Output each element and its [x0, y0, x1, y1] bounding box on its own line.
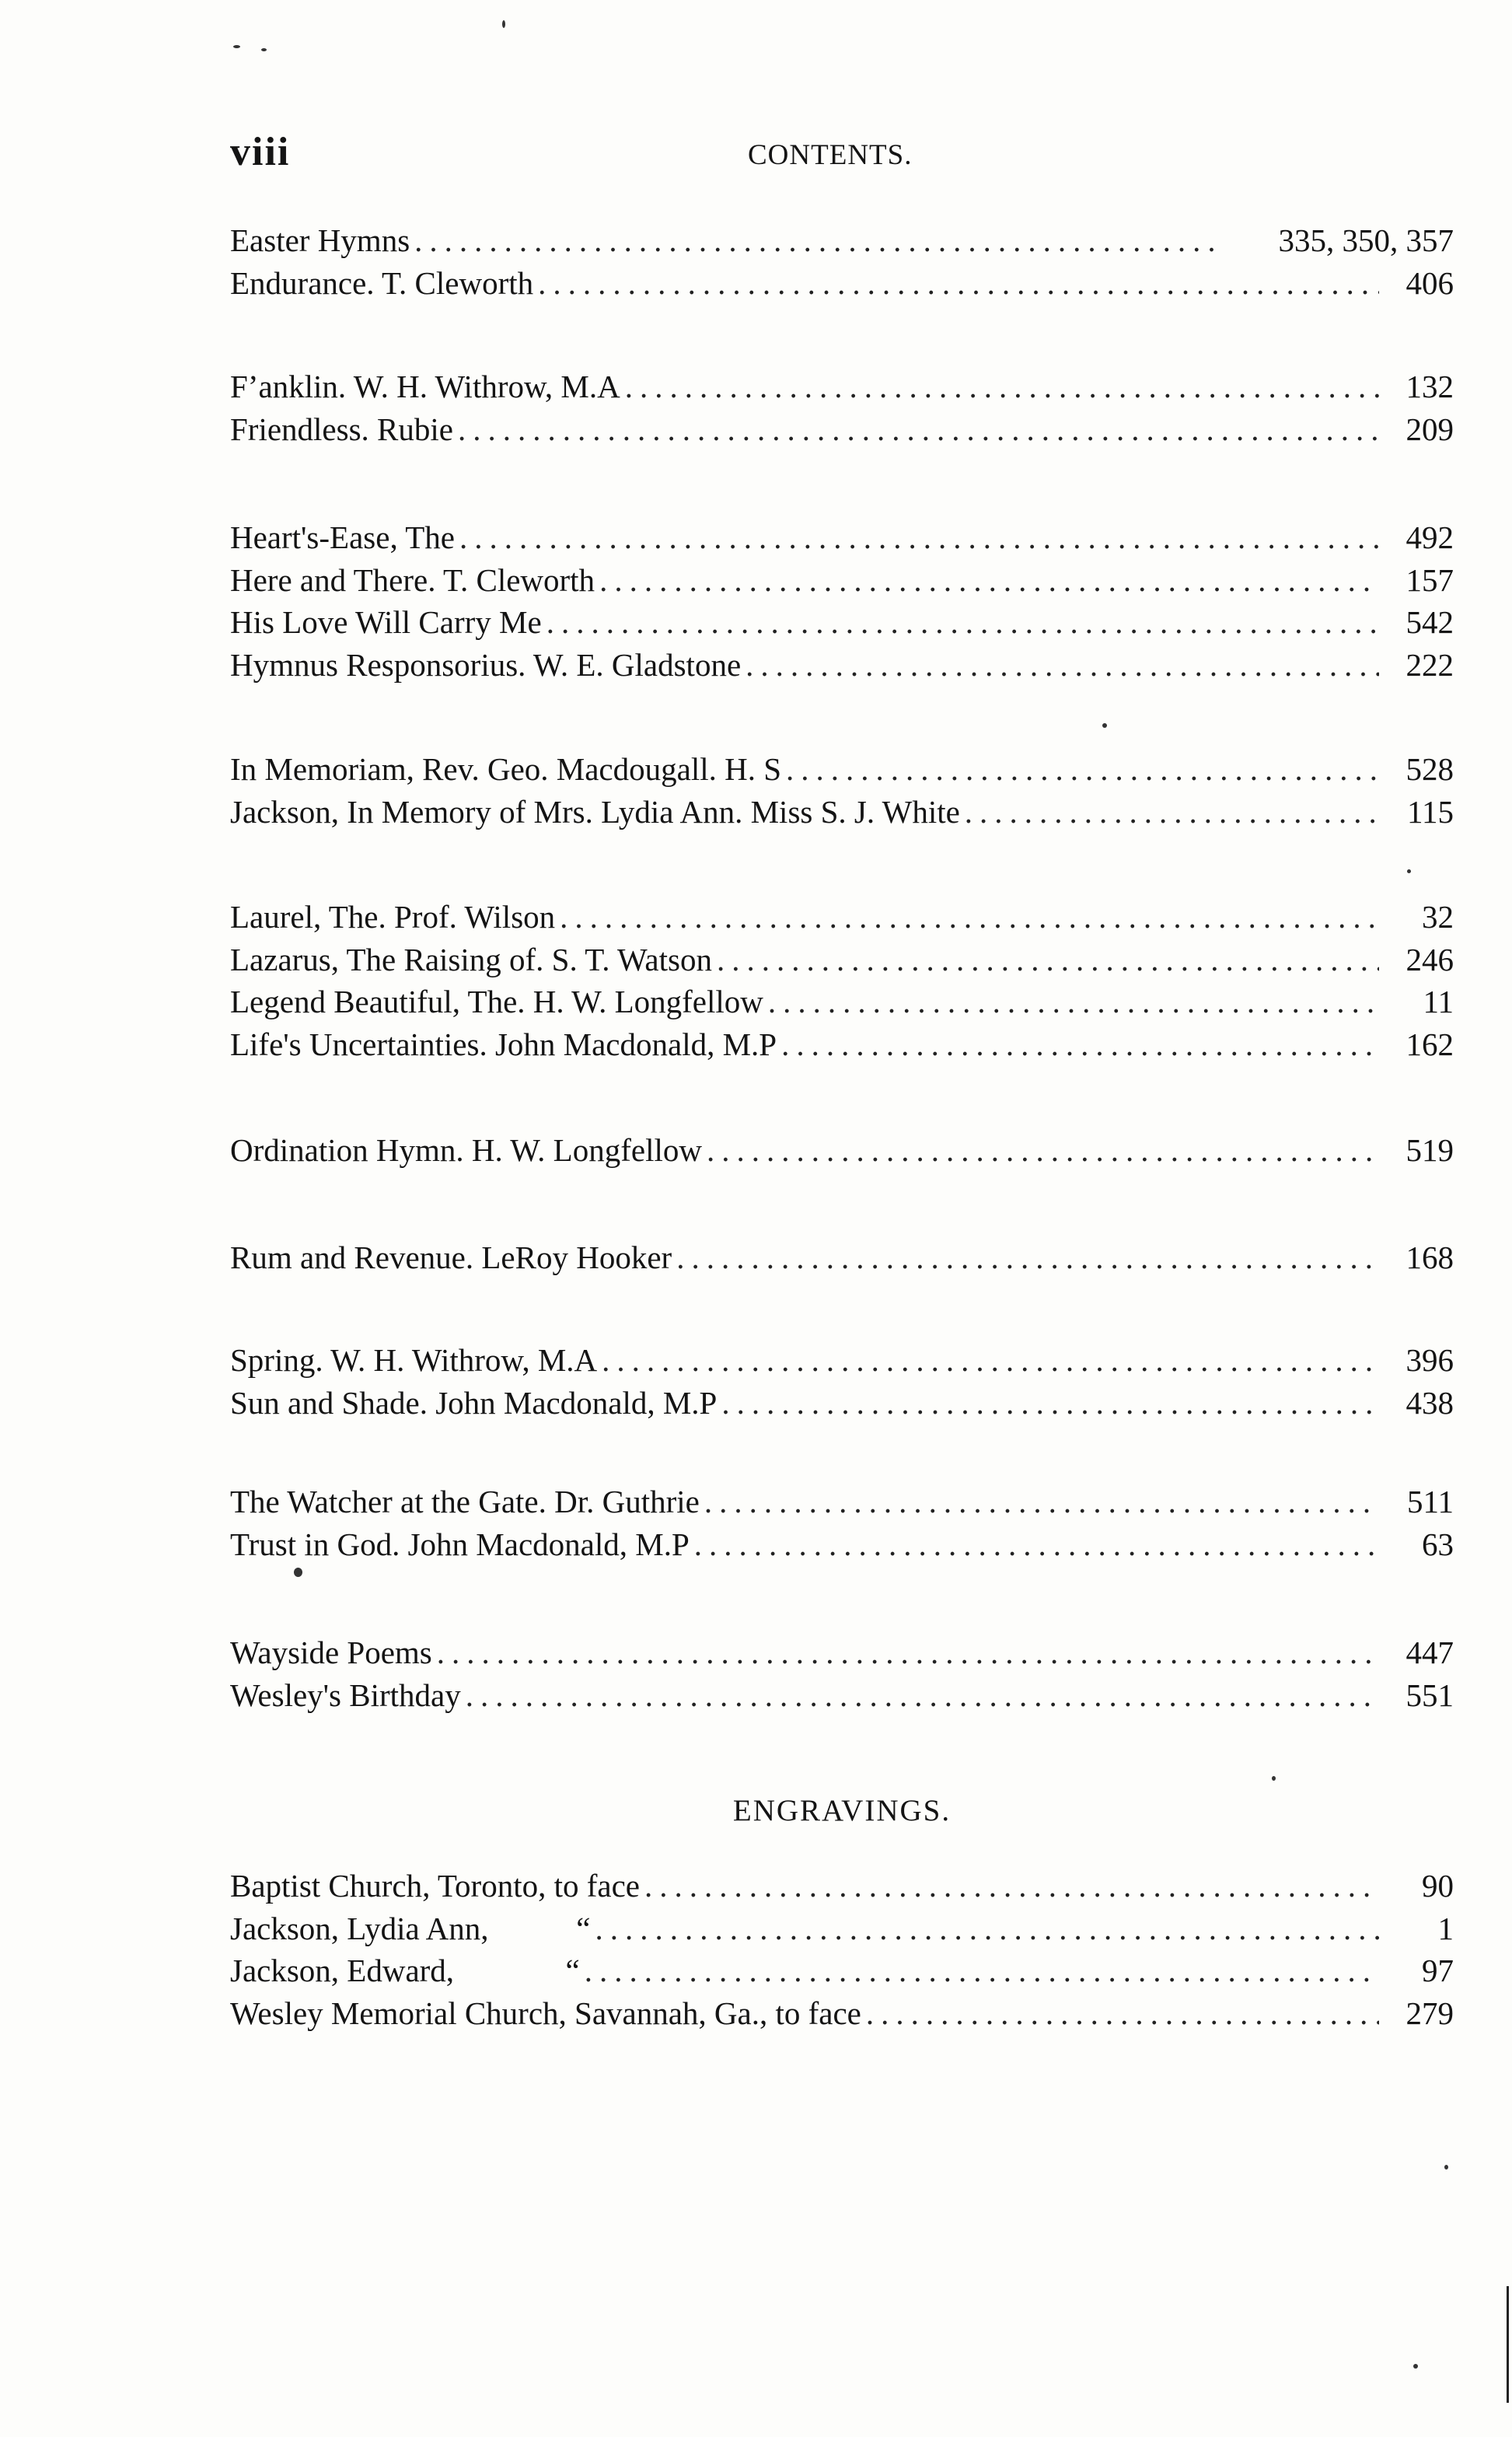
dot-leader: [599, 559, 1379, 601]
toc-group-s: [230, 1339, 1454, 1424]
dot-leader: [595, 1907, 1379, 1949]
toc-entry-page: 519: [1405, 1132, 1454, 1168]
toc-entry-title: Endurance. T. Cleworth: [230, 264, 534, 301]
toc-group-t: [230, 1481, 1454, 1565]
scan-speck: [233, 45, 240, 48]
dot-leader: [704, 1481, 1379, 1523]
toc-entry-title: Wesley's Birthday: [230, 1677, 461, 1713]
dot-leader: [866, 1992, 1379, 2034]
engraving-entry-page: 1: [1437, 1910, 1454, 1946]
toc-group-e: [230, 219, 1454, 304]
toc-entry-page: 551: [1405, 1677, 1454, 1713]
toc-entry-title: Easter Hymns: [230, 222, 410, 258]
toc-group-i-j: [230, 748, 1454, 833]
dot-leader: [746, 644, 1379, 686]
dot-leader: [437, 1631, 1379, 1673]
toc-entry-page: 168: [1405, 1239, 1454, 1275]
dot-leader: [459, 516, 1379, 558]
dot-leader: [768, 981, 1379, 1023]
toc-entry-title: Hymnus Responsorius. W. E. Gladstone: [230, 646, 742, 683]
scan-speck: [1407, 869, 1411, 873]
dot-leader: [466, 1674, 1379, 1716]
toc-entry: [230, 262, 1454, 305]
toc-entry-page: 32: [1422, 899, 1454, 935]
toc-entry: [230, 644, 1454, 687]
dot-leader: [694, 1523, 1379, 1565]
engraving-entry-page: 90: [1422, 1868, 1454, 1904]
toc-entry-title: Here and There. T. Cleworth: [230, 561, 595, 598]
scan-speck: [502, 20, 505, 28]
toc-entry: [230, 1236, 1454, 1279]
dot-leader: [717, 939, 1379, 981]
toc-entry-page: 209: [1405, 411, 1454, 447]
toc-entry-title: In Memoriam, Rev. Geo. Macdougall. H. S: [230, 751, 782, 787]
engraving-entry-page: 97: [1422, 1953, 1454, 1988]
toc-entry-page: 511: [1407, 1484, 1454, 1519]
toc-entry-title: Lazarus, The Raising of. S. T. Watson: [230, 941, 712, 977]
toc-entry: [230, 219, 1454, 262]
engraving-entry-page: 279: [1405, 1995, 1454, 2031]
toc-entry-title: Rum and Revenue. LeRoy Hooker: [230, 1239, 672, 1275]
toc-entry-title: Life's Uncertainties. John Macdonald, M.P: [230, 1026, 777, 1062]
dot-leader: [786, 748, 1379, 790]
toc-entry-page: 335, 350, 357: [1278, 222, 1454, 258]
toc-entry-page: 246: [1405, 941, 1454, 977]
toc-entry-page: 396: [1405, 1342, 1454, 1378]
dot-leader: [676, 1236, 1379, 1278]
toc-entry-page: 542: [1405, 604, 1454, 640]
scan-speck: [1413, 2364, 1418, 2369]
page-header: [230, 129, 1451, 184]
dot-leader: [644, 1865, 1379, 1907]
toc-entry-title: Spring. W. H. Withrow, M.A: [230, 1342, 598, 1378]
toc-entry: [230, 1631, 1454, 1674]
toc-group-o: [230, 1129, 1454, 1172]
toc-entry-page: 447: [1405, 1635, 1454, 1670]
toc-entry-title: The Watcher at the Gate. Dr. Guthrie: [230, 1484, 700, 1519]
dot-leader: [538, 262, 1379, 304]
toc-entry: [230, 559, 1454, 602]
toc-entry-title: Wayside Poems: [230, 1635, 432, 1670]
toc-entry: [230, 516, 1454, 559]
page-number: viii: [230, 130, 291, 174]
engraving-entry: [230, 1907, 1454, 1950]
page-edge-mark: [1507, 2286, 1509, 2403]
engraving-entry-title: Wesley Memorial Church, Savannah, Ga., to face: [230, 1995, 861, 2031]
toc-entry-page: 492: [1405, 519, 1454, 555]
toc-entry-title: Trust in God. John Macdonald, M.P: [230, 1526, 690, 1562]
toc-entry-page: 222: [1405, 646, 1454, 683]
engraving-entry-title: Jackson, Lydia Ann, “: [230, 1910, 591, 1946]
engravings-list: [230, 1865, 1454, 2034]
dot-leader: [546, 601, 1379, 643]
toc-group-l: [230, 896, 1454, 1065]
toc-entry-title: Jackson, In Memory of Mrs. Lydia Ann. Miss S. J. White: [230, 793, 960, 830]
engraving-entry: [230, 1992, 1454, 2035]
toc-entry-page: 438: [1405, 1384, 1454, 1421]
dot-leader: [781, 1023, 1379, 1065]
scan-speck: [294, 1568, 302, 1577]
dot-leader: [965, 791, 1379, 833]
toc-entry: [230, 1481, 1454, 1523]
toc-entry-title: Heart's-Ease, The: [230, 519, 455, 555]
dot-leader: [602, 1339, 1379, 1381]
dot-leader: [414, 219, 1216, 261]
toc-entry: [230, 981, 1454, 1023]
toc-entry: [230, 1129, 1454, 1172]
toc-entry-title: Laurel, The. Prof. Wilson: [230, 899, 556, 935]
toc-entry: [230, 1674, 1454, 1717]
dot-leader: [585, 1949, 1379, 1991]
toc-entry-title: Sun and Shade. John Macdonald, M.P: [230, 1384, 718, 1421]
toc-entry: [230, 408, 1454, 451]
dot-leader: [625, 365, 1379, 407]
toc-entry: [230, 601, 1454, 644]
toc-entry-page: 132: [1405, 369, 1454, 404]
scan-speck: [261, 48, 267, 51]
toc-entry: [230, 365, 1454, 408]
toc-entry: [230, 1023, 1454, 1066]
toc-entry-page: 528: [1405, 751, 1454, 787]
toc-entry-page: 63: [1422, 1526, 1454, 1562]
toc-group-h: [230, 516, 1454, 686]
toc-entry: [230, 791, 1454, 834]
toc-group-w: [230, 1631, 1454, 1716]
toc-entry-page: 162: [1405, 1026, 1454, 1062]
toc-entry-page: 115: [1407, 793, 1454, 830]
engraving-entry-title: Jackson, Edward, “: [230, 1953, 580, 1988]
toc-entry: [230, 939, 1454, 981]
scan-speck: [1444, 2165, 1448, 2170]
toc-entry-title: Ordination Hymn. H. W. Longfellow: [230, 1132, 702, 1168]
engraving-entry: [230, 1865, 1454, 1907]
toc-entry: [230, 1339, 1454, 1382]
engravings-heading: ENGRAVINGS.: [732, 1794, 952, 1827]
running-head: CONTENTS.: [748, 139, 913, 171]
dot-leader: [560, 896, 1379, 938]
toc-entry: [230, 1523, 1454, 1566]
dot-leader: [721, 1382, 1379, 1424]
toc-entry-title: Friendless. Rubie: [230, 411, 453, 447]
dot-leader: [707, 1129, 1379, 1171]
toc-entry-page: 406: [1405, 264, 1454, 301]
engraving-entry-title: Baptist Church, Toronto, to face: [230, 1868, 640, 1904]
toc-entry-page: 157: [1405, 561, 1454, 598]
toc-entry-title: Fʼanklin. W. H. Withrow, M.A: [230, 369, 620, 404]
toc-group-f: [230, 365, 1454, 450]
toc-entry-page: 11: [1423, 984, 1454, 1019]
engraving-entry: [230, 1949, 1454, 1992]
dot-leader: [458, 408, 1379, 450]
toc-entry: [230, 896, 1454, 939]
toc-group-r: [230, 1236, 1454, 1279]
scan-speck: [1102, 723, 1107, 728]
toc-entry: [230, 1382, 1454, 1425]
toc-entry: [230, 748, 1454, 791]
toc-entry-title: Legend Beautiful, The. H. W. Longfellow: [230, 984, 763, 1019]
toc-entry-title: His Love Will Carry Me: [230, 604, 542, 640]
scan-speck: [1272, 1776, 1276, 1781]
